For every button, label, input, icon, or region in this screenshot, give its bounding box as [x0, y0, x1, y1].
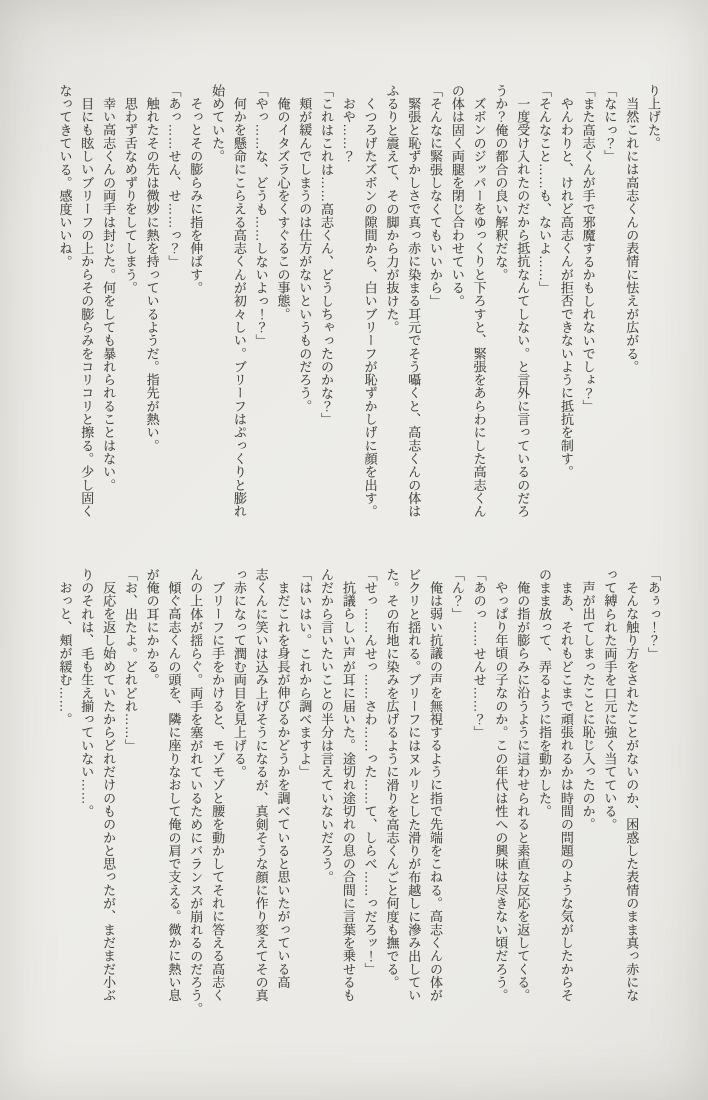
text-line: 「なにっ？」 [602, 84, 618, 163]
text-line: っ赤になって潤む両目を見上げる。 [231, 568, 247, 779]
text-line: 「あのっ……せんせ……？」 [471, 568, 487, 739]
text-line: やっぱり年頃の子なのか。この年代は性への興味は尽きない頃だろう。 [493, 581, 509, 1002]
text-line: 俺のイタズラ心をくすぐるこの事態。 [275, 97, 291, 321]
text-line: た。その布地に染みを広げるように滑りを高志くんごと何度も撫でる。 [384, 568, 400, 989]
text-line: 始めていた。 [210, 84, 226, 163]
text-line: そんな触り方をされたことがないのか、困惑した表情のまま真っ赤にな [624, 581, 640, 1002]
text-line: 目にも眩しいブリーフの上からその膨らみをコリコリと擦る。少し固く [79, 97, 95, 518]
text-line: おや……？ [340, 97, 356, 163]
text-line: ブリーフに手をかけると、モゾモゾと腰を動かしてそれに答える高志く [210, 581, 226, 1002]
text-line: 「そんなに緊張しなくてもいいから」 [428, 84, 444, 308]
text-line: って縛られた両手を口元に強く当てている。 [602, 568, 618, 831]
text-line: 当然これには高志くんの表情に怯えが広がる。 [624, 97, 640, 374]
text-line: 俺の指が膨らみに沿うように這わせられると素直な反応を返してくる。 [515, 581, 531, 1002]
text-line: 「はいはい。これから調べますよ」 [297, 568, 313, 779]
text-line: 声が出てしまったことに恥じ入ったのか。 [580, 581, 596, 831]
text-line: 思わず舌なめずりをしてしまう。 [122, 97, 138, 295]
text-line: 何かを懸命にこらえる高志くんが初々しい。ブリーフはぷっくりと膨れ [231, 97, 247, 518]
text-line: 触れたその先は微妙に熱を持っているようだ。指先が熱い。 [144, 97, 160, 453]
text-line: まだこれを身長が伸びるかどうかを調べていると思いたがっている高 [275, 581, 291, 989]
text-line: くつろげたズボンの隙間から、白いブリーフが恥ずかしげに顔を出す。 [362, 97, 378, 518]
text-line: 「せっ……んせっ……さわ……った……て、しらべ……っだろッ！」 [362, 568, 378, 976]
text-line: ズボンのジッパーをゆっくりと下ろすと、緊張をあらわにした高志くん [471, 97, 487, 518]
text-line: 俺は弱い抗議の声を無視するように指で先端をこねる。高志くんの体が [428, 581, 444, 1002]
text-line: りのそれは、毛も生え揃っていない……。 [79, 568, 95, 818]
text-line: そっとその膨らみに指を伸ばす。 [188, 97, 204, 295]
text-line: やんわりと、けれど高志くんが拒否できないように抵抗を制す。 [558, 97, 574, 479]
text-line: 傾ぐ高志くんの頭を、隣に座りなおして俺の肩で支える。微かに熱い息 [166, 581, 182, 1002]
text-line: 「これはこれは……高志くん、どうしちゃったのかな？」 [319, 84, 335, 426]
text-line: うか？俺の都合の良い解釈だな。 [493, 84, 509, 282]
bottom-text-block [54, 568, 664, 1024]
text-line: ふるりと震えて、その脚から力が抜けた。 [384, 84, 400, 334]
text-line: 緊張と恥ずかしさで真っ赤に染まる耳元でそう囁くと、高志くんの体は [406, 97, 422, 518]
text-line: 反応を返し始めていたからどれだけのものかと思ったが、まだまだ小ぶ [101, 581, 117, 1002]
text-line: の体は固く両腿を閉じ合わせている。 [449, 84, 465, 308]
text-line: 志くんに笑いは込み上げそうになるが、真剣そうな顔に作り変えてその真 [253, 568, 269, 1002]
text-line: 「やっ……な、どうも……しないよっ！？」 [253, 84, 269, 347]
text-line: 「ん？」 [449, 568, 465, 621]
text-line: 抗議らしい声が耳に届いた。途切れ途切れの息の合間に言葉を乗せるも [340, 581, 356, 1002]
text-line: 「お、出たよ。どれどれ……」 [122, 568, 138, 753]
text-line: まあ、それもどこまで頑張れるかは時間の問題のような気がしたからそ [558, 581, 574, 1002]
text-line: ビクリと揺れる。ブリーフにはヌルリとした滑りが布越しに滲み出してい [406, 568, 422, 1002]
text-line: が俺の耳にかかる。 [144, 568, 160, 687]
text-line: 「また高志くんが手で邪魔するかもしれないでしょ？」 [580, 84, 596, 413]
text-line: おっと、頬が緩む……。 [57, 581, 73, 726]
text-line: んだから言いたいことの半分は言えていないだろう。 [319, 568, 335, 884]
text-line: んの上体が揺らぐ。両手を塞がれているためにバランスが崩れるのだろう。 [188, 568, 204, 1016]
text-line: 「あぅっ！？」 [646, 568, 661, 661]
text-line: り上げた。 [646, 84, 661, 150]
text-line: 「あっ……せん、せ……っ？」 [166, 84, 182, 269]
text-line: 幸い高志くんの両手は封じた。何をしても暴れられることはない。 [101, 97, 117, 492]
top-text-block [54, 84, 664, 518]
text-line: 頬が緩んでしまうのは仕方がないというものだろう。 [297, 97, 313, 413]
text-line: 一度受け入れたのだから抵抗なんてしない。と言外に言っているのだろ [515, 97, 531, 518]
text-line: のまま放って、弄るように指を動かした。 [537, 568, 553, 818]
text-line: 「そんなこと……も、ないよ……」 [537, 84, 553, 295]
text-line: なってきている。感度いいね。 [57, 84, 73, 269]
